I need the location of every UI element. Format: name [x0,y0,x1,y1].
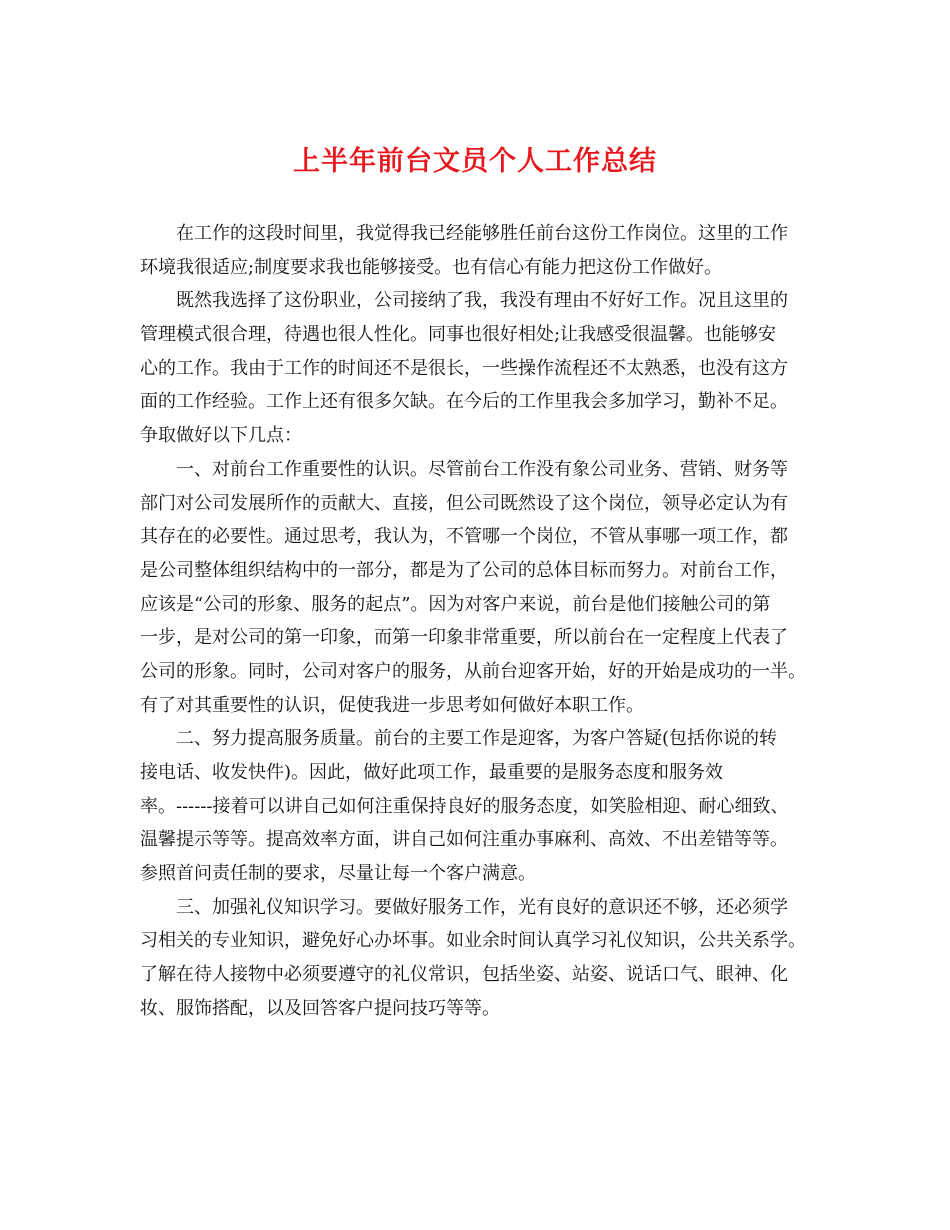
body-text-line: 参照首问责任制的要求，尽量让每一个客户满意。 [140,863,536,885]
body-text-line: 争取做好以下几点： [140,425,302,447]
body-text-line: 温馨提示等等。提高效率方面，讲自己如何注重办事麻利、高效、不出差错等等。 [140,829,788,851]
body-text-line: 其存在的必要性。通过思考，我认为，不管哪一个岗位，不管从事哪一项工作，都 [140,526,788,548]
body-text-line: 是公司整体组织结构中的一部分，都是为了公司的总体目标而努力。对前台工作， [140,559,788,581]
body-text-line: 习相关的专业知识，避免好心办坏事。如业余时间认真学习礼仪知识，公共关系学。 [140,930,806,952]
body-text-line: 妆、服饰搭配，以及回答客户提问技巧等等。 [140,997,500,1019]
body-text-line: 环境我很适应;制度要求我也能够接受。也有信心有能力把这份工作做好。 [140,256,723,278]
body-text-line: 率。------接着可以讲自己如何注重保持良好的服务态度，如笑脸相迎、耐心细致、 [140,795,789,817]
body-text-line: 应该是“公司的形象、服务的起点”。因为对客户来说，前台是他们接触公司的第 [140,593,771,615]
document-body [140,217,820,1026]
body-text-line: 在工作的这段时间里，我觉得我已经能够胜任前台这份工作岗位。这里的工作 [176,223,788,244]
body-text-line: 心的工作。我由于工作的时间还不是很长，一些操作流程还不太熟悉，也没有这方 [140,357,788,379]
body-text-line: 接电话、收发快件)。因此，做好此项工作，最重要的是服务态度和服务效 [140,762,724,783]
body-text-line: 有了对其重要性的认识，促使我进一步思考如何做好本职工作。 [140,694,644,716]
body-text-line: 二、努力提高服务质量。前台的主要工作是迎客，为客户答疑(包括你说的转 [176,728,778,750]
body-text-line: 了解在待人接物中必须要遵守的礼仪常识，包括坐姿、站姿、说话口气、眼神、化 [140,964,788,986]
body-text-line: 一步，是对公司的第一印象，而第一印象非常重要，所以前台在一定程度上代表了 [140,627,788,649]
body-text-line: 部门对公司发展所作的贡献大、直接，但公司既然设了这个岗位，领导必定认为有 [140,492,788,514]
body-text-line: 面的工作经验。工作上还有很多欠缺。在今后的工作里我会多加学习，勤补不足。 [140,391,788,413]
body-text-line: 三、加强礼仪知识学习。要做好服务工作，光有良好的意识还不够，还必须学 [176,896,788,918]
body-text-line: 既然我选择了这份职业，公司接纳了我，我没有理由不好好工作。况且这里的 [176,290,788,312]
body-text-line: 一、对前台工作重要性的认识。尽管前台工作没有象公司业务、营销、财务等 [176,458,788,480]
document-title: 上半年前台文员个人工作总结 [293,146,657,177]
body-text-line: 管理模式很合理，待遇也很人性化。同事也很好相处;让我感受很温馨。也能够安 [140,324,777,346]
body-text-line: 公司的形象。同时，公司对客户的服务，从前台迎客开始，好的开始是成功的一半。 [140,660,806,682]
